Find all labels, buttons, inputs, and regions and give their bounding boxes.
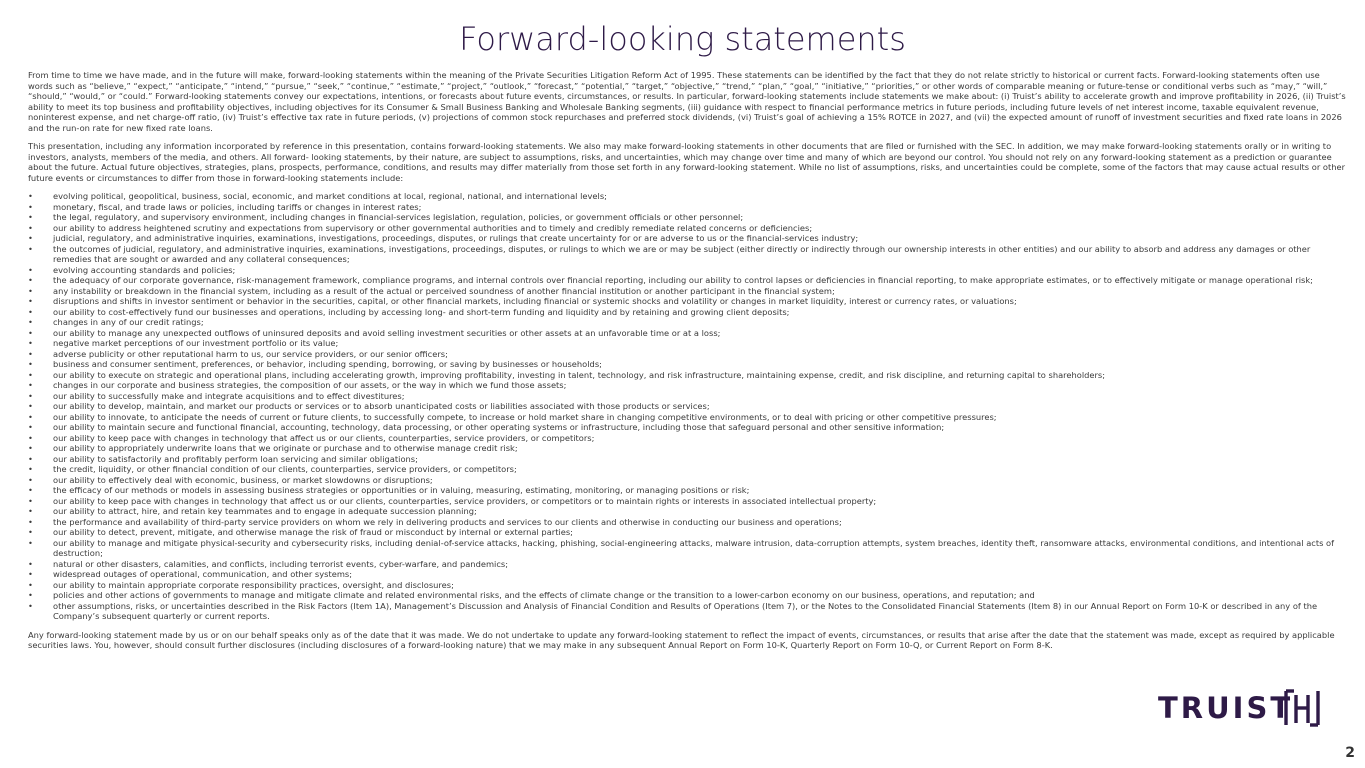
bullet-icon: • (28, 369, 33, 380)
risk-factor-item (28, 286, 1346, 297)
risk-factor-item (28, 202, 1346, 213)
risk-factor-text: natural or other disasters, calamities, and conflicts, including terrorist events, cyber-warfare, and pandemics; (53, 558, 509, 569)
bullet-icon: • (28, 411, 33, 422)
bullet-icon: • (28, 264, 33, 275)
bullet-icon: • (28, 338, 33, 348)
risk-factor-item (28, 422, 1346, 433)
risk-factor-text: our ability to appropriately underwrite loans that we originate or purchase and to otherwise manage credit risk; (53, 443, 518, 453)
risk-factor-item (28, 496, 1346, 507)
risk-factor-text: our ability to develop, maintain, and market our products or services or to absorb unanticipated costs or liabilities associated with those products or services; (53, 401, 710, 411)
risk-factor-text: the legal, regulatory, and supervisory environment, including changes in financial-services legislation, regulation, policies, or government officials or other personnel; (53, 212, 744, 222)
risk-factor-item (28, 370, 1346, 381)
bullet-icon: • (28, 191, 33, 201)
page-number: 2 (1345, 745, 1355, 761)
risk-factor-text: the performance and availability of third-party service providers on whom we rely in delivering products and services to our clients and otherwise in conducting our business and operations; (53, 516, 842, 527)
bullet-icon: • (28, 600, 33, 611)
closing-paragraph: Any forward-looking statement made by us or on our behalf speaks only as of the date that it was made. We do not undertake to update any forward-looking statement to reflect the impact of events, circumstances, or results that arise after the date that the statement was made, except as required by applicable securities laws. You, however, should consult further disclosures (including disclosures of a forward-looking nature) that we may make in any subsequent Annual Report on Form 10-K, Quarterly Report on Form 10-Q, or Current Report on Form 8-K. (28, 629, 1335, 650)
risk-factor-item (28, 244, 1346, 265)
bullet-icon: • (28, 222, 33, 233)
risk-factor-text: our ability to keep pace with changes in technology that affect us or our clients, counterparties, service providers, or competitors or to maintain rights or interests in associated intellectual property; (53, 495, 877, 506)
risk-factor-text: widespread outages of operational, communication, and other systems; (53, 569, 353, 579)
bullet-icon: • (28, 443, 33, 453)
risk-factor-item (28, 601, 1346, 622)
bullet-icon: • (28, 422, 33, 432)
bullet-icon: • (28, 201, 33, 212)
risk-factor-item (28, 349, 1346, 360)
risk-factor-text: evolving accounting standards and policies; (53, 264, 236, 275)
page-title: Forward-looking statements (459, 20, 906, 58)
bullet-icon: • (28, 317, 33, 327)
risk-factor-text: our ability to maintain secure and functional financial, accounting, technology, data processing, or other operating systems or infrastructure, including those that safeguard personal and other sensitive information; (53, 422, 945, 432)
risk-factor-text: our ability to keep pace with changes in technology that affect us or our clients, counterparties, service providers, or competitors; (53, 432, 595, 443)
risk-factor-text: our ability to cost-effectively fund our businesses and operations, including by accessing long- and short-term funding and liquidity and by retaining and growing client deposits; (53, 306, 790, 317)
bullet-icon: • (28, 348, 33, 359)
risk-factor-text: our ability to address heightened scrutiny and expectations from supervisory or other governmental authorities and to timely and credibly remediate related concerns or deficiencies; (53, 222, 813, 233)
risk-factor-item (28, 454, 1346, 465)
risk-factor-item (28, 464, 1346, 475)
bullet-icon: • (28, 569, 33, 579)
intro-paragraph: From time to time we have made, and in the future will make, forward-looking statements within the meaning of the Private Securities Litigation Reform Act of 1995. These statements can be identified by the fact that they do not relate strictly to historical or current facts. Forward-looking statements often use words such as “believe,” “expect,” “anticipate,” “intend,” “pursue,” “seek,” “continue,” “estimate,” “project,” “outlook,” “forecast,” “potential,” “target,” “objective,” “trend,” “plan,” “goal,” “initiative,” “priorities,” or other words of comparable meaning or future-tense or conditional verbs such as “may,” “will,” “should,” “would,” or “could.” Forward-looking statements convey our expectations, intentions, or forecasts about future events, circumstances, or results. In particular, forward-looking statements include statements we make about: (i) Truist’s ability to accelerate growth and improve profitability in 2026, (ii) Truist’s ability to meet its top business and profitability objectives, including objectives for its Consumer & Small Business Banking and Wholesale Banking segments, (iii) guidance with respect to financial performance metrics in future periods, including future levels of net interest income, taxable equivalent revenue, noninterest expense, and net charge-off ratio, (iv) Truist’s effective tax rate in future periods, (v) projections of common stock repurchases and preferred stock dividends, (vi) Truist’s goal of achieving a 15% ROTCE in 2027, and (vii) the expected amount of runoff of investment securities and fixed rate loans in 2026 and the run-on rate for new fixed rate loans. (28, 70, 1346, 133)
risk-factor-text: our ability to satisfactorily and profitably perform loan servicing and similar obligations; (53, 453, 418, 464)
bullet-icon: • (28, 233, 33, 243)
bullet-icon: • (28, 380, 33, 390)
bullet-icon: • (28, 590, 33, 600)
risk-factor-text: disruptions and shifts in investor sentiment or behavior in the securities, capital, or other financial markets, including financial or systemic shocks and volatility or changes in market liquidity, interest or currency rates, or valuations; (53, 296, 1017, 306)
bullet-icon: • (28, 390, 33, 401)
bullet-icon: • (28, 537, 33, 548)
disclaimer-body (28, 70, 1346, 659)
logo-wordmark: TRUIST (1158, 691, 1294, 725)
risk-factor-item (28, 443, 1346, 454)
risk-factor-item (28, 275, 1346, 286)
risk-factor-text: judicial, regulatory, and administrative inquiries, examinations, investigations, proceedings, disputes, or rulings that create uncertainty for or are adverse to us or the financial-services industry; (53, 233, 859, 243)
risk-factor-item (28, 391, 1346, 402)
truist-logo (1158, 689, 1320, 727)
bullet-icon: • (28, 495, 33, 506)
bullet-icon: • (28, 432, 33, 443)
risk-factor-item (28, 412, 1346, 423)
risk-factor-item (28, 265, 1346, 276)
bullet-icon: • (28, 527, 33, 537)
risk-factor-text: the credit, liquidity, or other financial condition of our clients, counterparties, service providers, or competitors; (53, 464, 517, 474)
risk-factor-item (28, 506, 1346, 517)
bullet-icon: • (28, 579, 33, 590)
risk-factor-item (28, 485, 1346, 496)
risk-factor-item (28, 433, 1346, 444)
risk-factor-item (28, 233, 1346, 244)
risk-factor-text: changes in any of our credit ratings; (53, 317, 204, 327)
risk-factor-item (28, 223, 1346, 234)
bullet-icon: • (28, 327, 33, 338)
risk-factor-text: the adequacy of our corporate governance, risk-management framework, compliance programs, and internal controls over financial reporting, including our ability to control lapses or deficiencies in financial reporting, to make appropriate estimates, or to effectively mitigate or manage operational risk; (53, 275, 1313, 285)
risk-factor-text: our ability to manage any unexpected outflows of uninsured deposits and avoid selling investment securities or other assets at an unfavorable time or at a loss; (53, 327, 721, 338)
risk-factor-item (28, 328, 1346, 339)
risk-factor-item (28, 559, 1346, 570)
risk-factor-text: our ability to detect, prevent, mitigate, and otherwise manage the risk of fraud or misconduct by internal or external parties; (53, 527, 573, 537)
risk-factor-text: our ability to successfully make and integrate acquisitions and to effect divestitures; (53, 390, 405, 401)
risk-factor-item (28, 380, 1346, 391)
bullet-icon: • (28, 516, 33, 527)
risk-factor-text: our ability to maintain appropriate corporate responsibility practices, oversight, and disclosures; (53, 579, 454, 590)
bullet-icon: • (28, 275, 33, 285)
bullet-icon: • (28, 243, 33, 254)
risk-factor-item (28, 359, 1346, 370)
risk-factor-item (28, 590, 1346, 601)
risk-factor-text: the efficacy of our methods or models in assessing business strategies or opportunities or in valuing, measuring, estimating, monitoring, or managing positions or risk; (53, 485, 750, 495)
risk-factor-item (28, 475, 1346, 486)
bullet-icon: • (28, 474, 33, 485)
bullet-icon: • (28, 296, 33, 306)
risk-factor-text: negative market perceptions of our investment portfolio or its value; (53, 338, 339, 348)
risk-factor-item (28, 517, 1346, 528)
risk-factor-text: the outcomes of judicial, regulatory, and administrative inquiries, examinations, investigations, proceedings, disputes, or rulings to which we are or may be subject (either directly or indirectly through our ownership interests in other entities) and our ability to absorb and address any damages or other remedies that are sought or awarded and any collateral consequences; (53, 243, 1311, 264)
risk-factor-text: adverse publicity or other reputational harm to us, our service providers, or our senior officers; (53, 348, 448, 359)
bullet-icon: • (28, 306, 33, 317)
bullet-icon: • (28, 285, 33, 296)
risk-factor-text: business and consumer sentiment, preferences, or behavior, including spending, borrowing, or saving by businesses or households; (53, 359, 602, 369)
risk-factor-item (28, 191, 1346, 202)
risk-factor-text: changes in our corporate and business strategies, the composition of our assets, or the way in which we fund those assets; (53, 380, 567, 390)
truist-hh-mark-icon (1284, 689, 1320, 727)
risk-factor-list (28, 191, 1346, 622)
risk-factor-item (28, 401, 1346, 412)
risk-factor-item (28, 317, 1346, 328)
risk-intro-paragraph: This presentation, including any information incorporated by reference in this presentation, contains forward-looking statements. We also may make forward-looking statements in other documents that are filed or furnished with the SEC. In addition, we may make forward-looking statements orally or in writing to investors, analysts, members of the media, and others. All forward- looking statements, by their nature, are subject to assumptions, risks, and uncertainties, which may change over time and many of which are beyond our control. You should not rely on any forward-looking statement as a prediction or guarantee about the future. Actual future objectives, strategies, plans, prospects, performance, conditions, and results may differ materially from those set forth in any forward-looking statement. While no list of assumptions, risks, and uncertainties could be complete, some of the factors that may cause actual results or other future events or circumstances to differ from those in forward-looking statements include: (28, 141, 1345, 183)
risk-factor-text: any instability or breakdown in the financial system, including as a result of the actual or perceived soundness of another financial institution or another participant in the financial system; (53, 285, 835, 296)
bullet-icon: • (28, 401, 33, 411)
bullet-icon: • (28, 558, 33, 569)
risk-factor-item (28, 338, 1346, 349)
risk-factor-text: other assumptions, risks, or uncertainties described in the Risk Factors (Item 1A), Management’s Discussion and Analysis of Financial Condition and Results of Operations (Item 7), or the Notes to the Consolidated Financial Statements (Item 8) in our Annual Report on Form 10-K or described in any of the Company’s subsequent quarterly or current reports. (53, 600, 1318, 621)
risk-factor-text: monetary, fiscal, and trade laws or policies, including tariffs or changes in interest rates; (53, 201, 422, 212)
bullet-icon: • (28, 212, 33, 222)
risk-factor-text: our ability to innovate, to anticipate the needs of current or future clients, to successfully compete, to increase or hold market share in changing competitive environments, or to deal with pricing or other competitive pressures; (53, 411, 997, 422)
bullet-icon: • (28, 464, 33, 474)
risk-factor-text: our ability to execute on strategic and operational plans, including accelerating growth, improving profitability, investing in talent, technology, and risk infrastructure, maintaining expense, credit, and risk discipline, and returning capital to shareholders; (53, 369, 1106, 380)
risk-factor-text: our ability to effectively deal with economic, business, or market slowdowns or disruptions; (53, 474, 433, 485)
risk-factor-item (28, 569, 1346, 580)
risk-factor-item (28, 296, 1346, 307)
risk-factor-text: our ability to attract, hire, and retain key teammates and to engage in adequate succession planning; (53, 506, 477, 516)
bullet-icon: • (28, 359, 33, 369)
risk-factor-item (28, 307, 1346, 318)
risk-factor-text: our ability to manage and mitigate physical-security and cybersecurity risks, including denial-of-service attacks, hacking, phishing, social-engineering attacks, malware intrusion, data-corruption attempts, system breaches, identity theft, ransomware attacks, environmental conditions, and intentional acts of destruction; (53, 537, 1335, 558)
bullet-icon: • (28, 506, 33, 516)
risk-factor-item (28, 527, 1346, 538)
risk-factor-text: policies and other actions of governments to manage and mitigate climate and related environmental risks, and the effects of climate change or the transition to a lower-carbon economy on our business, operations, and reputation; and (53, 590, 1035, 600)
risk-factor-item (28, 538, 1346, 559)
risk-factor-text: evolving political, geopolitical, business, social, economic, and market conditions at local, regional, national, and international levels; (53, 191, 607, 201)
bullet-icon: • (28, 485, 33, 495)
bullet-icon: • (28, 453, 33, 464)
risk-factor-item (28, 580, 1346, 591)
risk-factor-item (28, 212, 1346, 223)
